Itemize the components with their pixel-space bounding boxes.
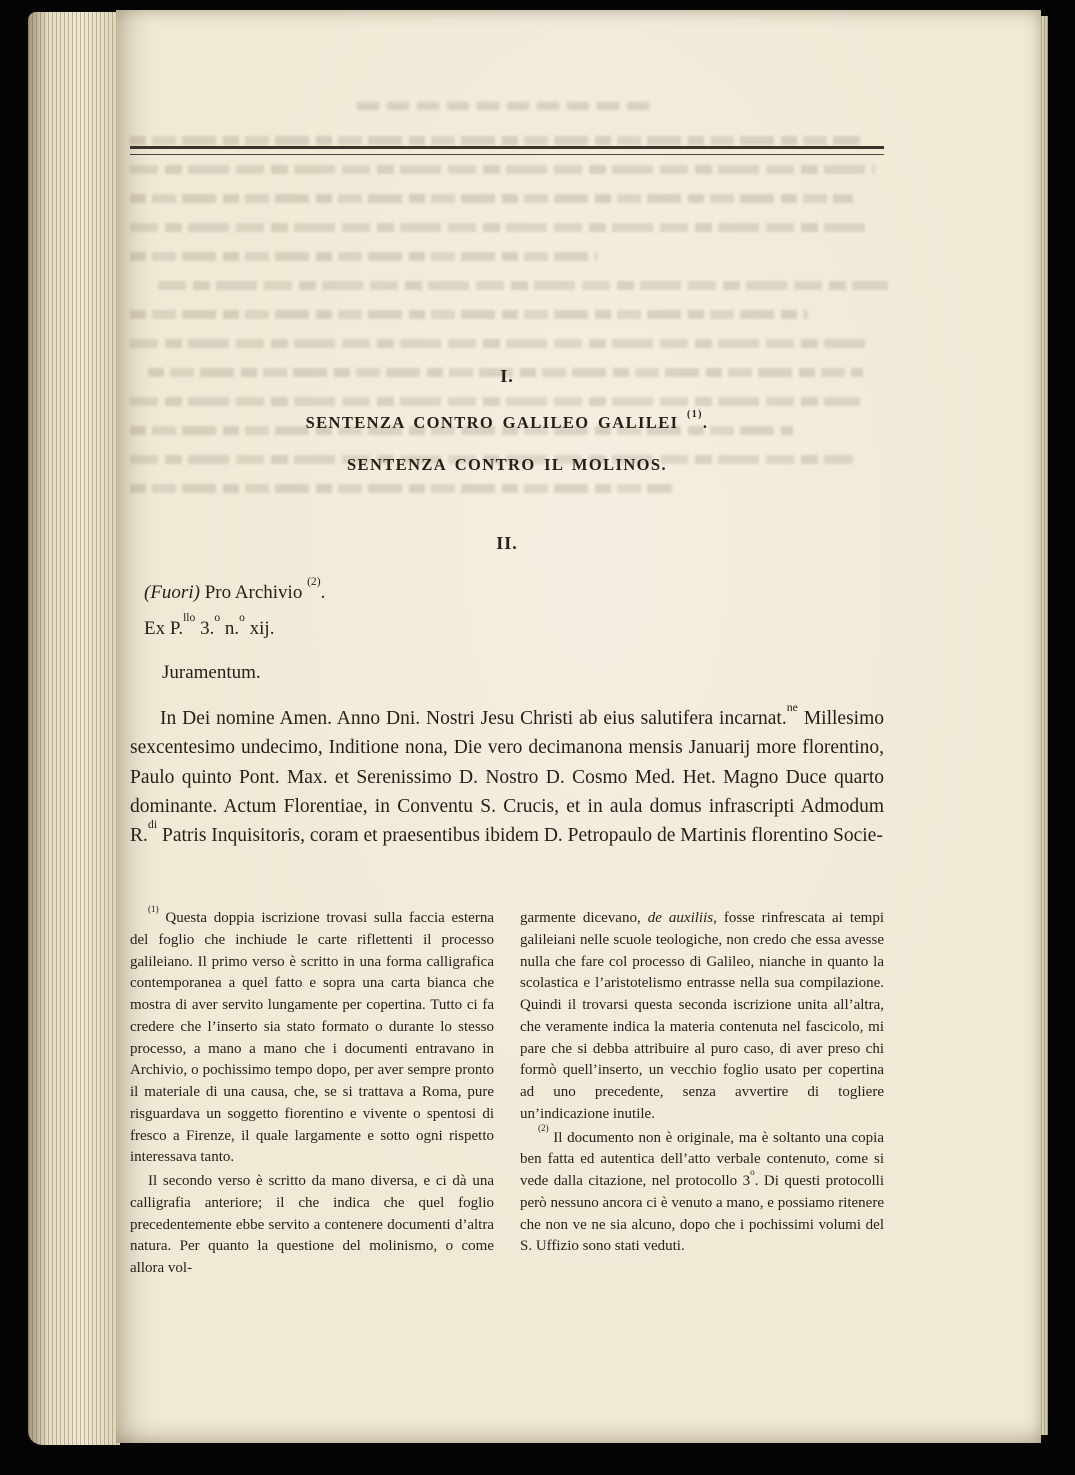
title-galilei-period: .: [702, 413, 709, 432]
ref-sup: o: [239, 611, 245, 625]
body-sup-di: di: [147, 817, 158, 832]
body-text: Patris Inquisitoris, coram et praesentibus ibidem D. Petropaulo de Martinis florentino Socie-: [157, 825, 883, 846]
footnote-2-text: . Di questi protocolli però nessuno ancora ci è venuto a mano, e possiamo ritenere che non ve ne sia alcuno, dopo che i pochissimi volumi del S. Uffizio sono stati veduti.: [520, 1173, 884, 1255]
body-sup-ne: ne: [786, 700, 798, 715]
ref-part: 3.: [195, 618, 215, 639]
footnote-1: [130, 903, 494, 1169]
archive-note-line: [144, 575, 884, 604]
archive-period: .: [320, 582, 326, 603]
title-galilei-text: SENTENZA CONTRO GALILEO GALILEI: [305, 413, 687, 432]
book-page: [116, 10, 1041, 1443]
footnote-1-cont-text: garmente dicevano,: [520, 910, 648, 926]
ref-part: n.: [220, 618, 240, 639]
footnote-1-second-paragraph: Il secondo verso è scritto da mano diversa, e ci dà una calligrafia anteriore; il che indica che quel foglio precedentemente ebbe servito a contenere documenti d’altra natura. Per quanto la questione del molinismo, o come allora vol-: [130, 1173, 494, 1276]
pro-archivio-label: Pro Archivio: [199, 582, 308, 603]
footnotes-section: [130, 903, 884, 1280]
reference-line: [144, 611, 884, 640]
ref-sup: o: [214, 611, 221, 625]
body-text: Millesimo sexcentesimo undecimo, Inditione nona, Die vero decimanona mensis Januarij more florentino, Paulo quinto Pont. Max. et Serenissimo D. Nostro D. Cosmo Med. Het. Magno Duce quarto dominante. Actum Florentiae, in Conventu S. Crucis, et in aula domus infrascripti Admodum R.: [130, 708, 885, 846]
footnote-2-text: Il documento non è originale, ma è soltanto una copia ben fatta ed autentica dell’atto verbale contenuto, come si vede dalla citazione, nel protocollo 3: [520, 1129, 884, 1189]
footnote-1-text: Questa doppia iscrizione trovasi sulla faccia esterna del foglio che inchiude le carte riflettenti il processo galileiano. Il primo verso è scritto in una forma calligrafica contemporanea a quel fatto e sopra una carta bianca che mostra di aver servito lungamente per copertina. Tutto ci fa credere che l’inserto sia stato formato o durante lo stesso processo, a mano a mano che i documenti entravano in Archivio, o pochissimo tempo dopo, per aver sempre pronto il materiale di una causa, che, se si trattava a Roma, pure risguardava un soggetto fiorentino e vivente o spentosi di fresco a Firenze, il quale largamente e sotto ogni rispetto interessava tanto.: [130, 910, 494, 1166]
footnote-marker-1: (1): [686, 408, 703, 420]
body-text: In Dei nomine Amen. Anno Dni. Nostri Jesu Christi ab eius salutifera incarnat.: [160, 708, 787, 729]
footnote-2: [520, 1123, 884, 1259]
footnote-1-continuation: [520, 908, 884, 1126]
footnote-marker-2: (2): [307, 575, 321, 589]
section-title-molinos: SENTENZA CONTRO IL MOLINOS.: [346, 455, 668, 474]
header-double-rule: [130, 146, 884, 155]
ref-part: xij.: [244, 618, 275, 639]
body-paragraph: [130, 700, 885, 850]
footnote-1-latin-phrase: de auxiliis,: [647, 910, 717, 926]
ref-part: Ex P.: [144, 618, 184, 639]
book-page-edges-left: [28, 12, 120, 1445]
footnote-2-marker: (2): [538, 1123, 549, 1134]
footnote-1-cont-text: fosse rinfrescata ai tempi galileiani nelle scuole teologiche, non credo che essa avesse nulla che fare col processo di Galileo, nianche in quanto la scolastica e l’aristotelismo entrasse nella sua compilazione. Quindi il trovarsi questa seconda iscrizione unita all’altra, che veramente indica la materia contenuta nel fascicolo, mi pare che si debba attribuire al puro caso, di aver preso chi formò quell’inserto, un vecchio foglio usato per copertina ad uno precedente, senza avvertire di togliere un’indicazione inutile.: [520, 910, 884, 1122]
bleedthrough-running-head: [357, 102, 657, 110]
footnotes-left-column: [130, 903, 494, 1280]
footnote-2-sup: o: [750, 1166, 755, 1177]
footnote-1-marker: (1): [148, 903, 159, 914]
section-numeral-1: I.: [500, 366, 514, 386]
footnotes-right-column: [520, 908, 884, 1280]
section-title-galilei: [130, 408, 884, 433]
ref-sup: llo: [183, 611, 196, 625]
fuori-label: (Fuori): [144, 582, 200, 603]
section-numeral-2: II.: [496, 533, 518, 553]
main-text-block: [130, 366, 884, 850]
juramentum-line: Juramentum.: [162, 662, 261, 683]
